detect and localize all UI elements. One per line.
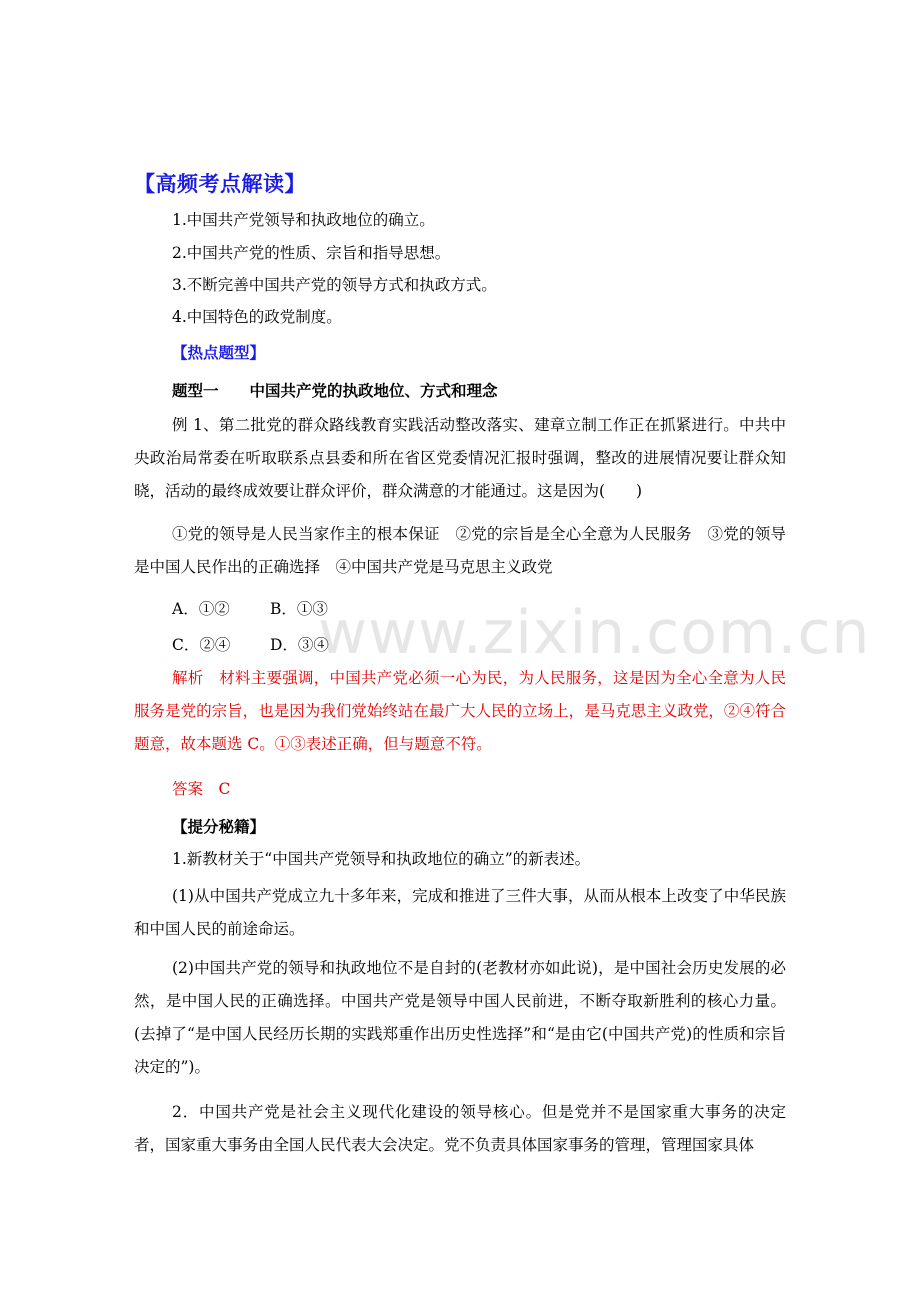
key-point-3: 3.不断完善中国共产党的领导方式和执政方式。: [172, 276, 497, 294]
section-heading-hot-topics: 【热点题型】: [172, 343, 266, 362]
watermark: www.zixin.com.cn: [318, 598, 871, 668]
key-point-1: 1.中国共产党领导和执政地位的确立。: [172, 211, 435, 229]
option-b: B．①③: [270, 600, 328, 618]
topic-title: 题型一 中国共产党的执政地位、方式和理念: [172, 381, 498, 400]
example-answer: 答案 C: [172, 780, 231, 798]
section-heading-tips: 【提分秘籍】: [172, 817, 266, 836]
tips-paragraph-4: 2．中国共产党是社会主义现代化建设的领导核心。但是党并不是国家重大事务的决定者，国家重大事务由全国人民代表大会决定。党不负责具体国家事务的管理，管理国家具体: [134, 1103, 786, 1154]
example-analysis: 解析 材料主要强调，中国共产党必须一心为民，为人民服务，这是因为全心全意为人民服务是党的宗旨，也是因为我们党始终站在最广大人民的立场上，是马克思主义政党，②④符合题意，故本题选 C。①③表述正确，但与题意不符。: [134, 669, 786, 753]
tips-paragraph-3: (2)中国共产党的领导和执政地位不是自封的(老教材亦如此说)，是中国社会历史发展的必然，是中国人民的正确选择。中国共产党是领导中国人民前进，不断夺取新胜利的核心力量。(去掉了“是中国人民经历长期的实践郑重作出历史性选择”和“是由它(中国共产党)的性质和宗旨决定的”)。: [134, 959, 786, 1076]
option-a: A．①②: [172, 600, 230, 618]
option-d: D．③④: [270, 636, 329, 654]
example-stem: 例 1、第二批党的群众路线教育实践活动整改落实、建章立制工作正在抓紧进行。中共中央政治局常委在听取联系点县委和所在省区党委情况汇报时强调，整改的进展情况要让群众知晓，活动的最终成效要让群众评价，群众满意的才能通过。这是因为( ): [134, 416, 786, 500]
tips-paragraph-2: (1)从中国共产党成立九十多年来，完成和推进了三件大事，从而从根本上改变了中华民族和中国人民的前途命运。: [134, 887, 786, 938]
section-heading-key-points: 【高频考点解读】: [134, 172, 306, 196]
option-c: C．②④: [172, 636, 231, 654]
example-statements: ①党的领导是人民当家作主的根本保证 ②党的宗旨是全心全意为人民服务 ③党的领导是中国人民作出的正确选择 ④中国共产党是马克思主义政党: [134, 525, 786, 576]
key-point-4: 4.中国特色的政党制度。: [172, 308, 342, 326]
tips-paragraph-1: 1.新教材关于“中国共产党领导和执政地位的确立”的新表述。: [172, 850, 591, 868]
key-point-2: 2.中国共产党的性质、宗旨和指导思想。: [172, 244, 451, 262]
